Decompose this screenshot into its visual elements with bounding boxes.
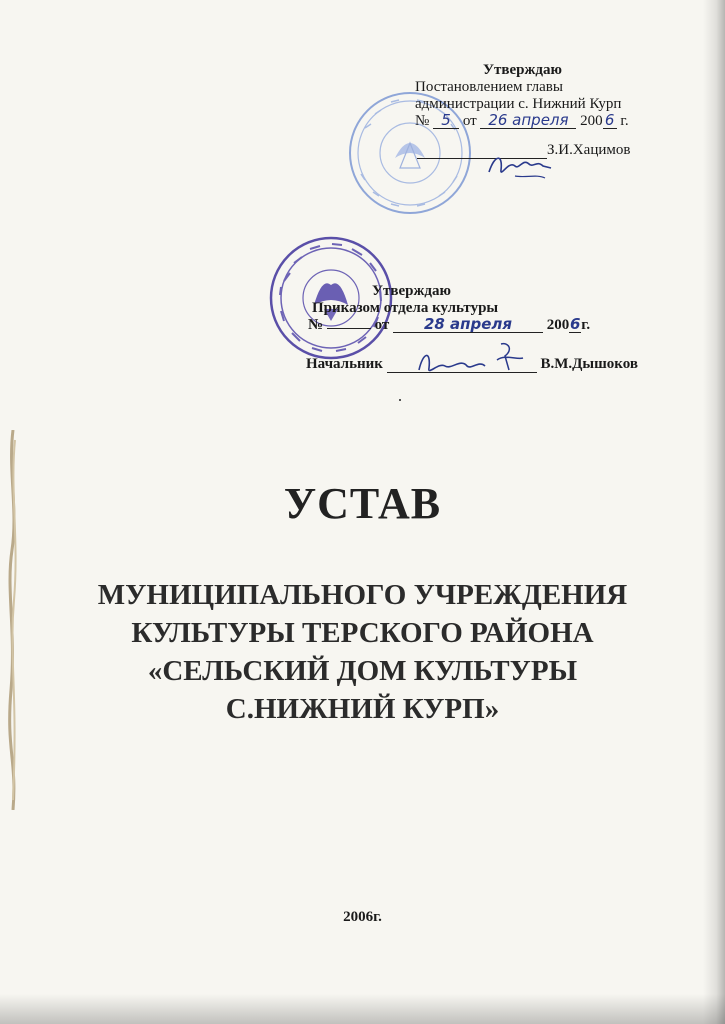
signer-name: В.М.Дышоков xyxy=(540,356,638,372)
handwritten-signature-icon xyxy=(485,148,555,184)
handwritten-signature-icon xyxy=(405,340,535,380)
date-from-label: от xyxy=(374,317,390,333)
approval-number-date-line xyxy=(300,317,638,334)
approval-line: Приказом отдела культуры xyxy=(312,300,499,316)
year-prefix: 200 xyxy=(546,317,570,333)
approval-block-head-of-administration xyxy=(415,62,630,159)
year-digit: 6 xyxy=(570,315,581,333)
year-prefix: 200 xyxy=(580,113,603,129)
date-value: 28 апреля xyxy=(393,317,543,333)
approval-number-date-line xyxy=(415,113,630,130)
number-label: № xyxy=(415,113,430,129)
date-value: 26 апреля xyxy=(480,113,576,129)
approval-heading: Утверждаю xyxy=(372,283,451,299)
number-label: № xyxy=(308,317,324,333)
number-value: 5 xyxy=(433,113,459,129)
year-digit: 6 xyxy=(603,113,617,129)
signer-name: З.И.Хацимов xyxy=(547,142,631,158)
document-year: 2006г. xyxy=(343,909,382,925)
document-title: УСТАВ xyxy=(283,479,442,528)
year-suffix: г. xyxy=(620,113,629,129)
number-value xyxy=(327,328,371,329)
document-subtitle: МУНИЦИПАЛЬНОГО УЧРЕЖДЕНИЯ КУЛЬТУРЫ ТЕРСКОГО РАЙОНА «СЕЛЬСКИЙ ДОМ КУЛЬТУРЫ С.НИЖНИЙ КУРП» xyxy=(97,579,628,725)
approval-heading: Утверждаю xyxy=(483,62,562,78)
position-label: Начальник xyxy=(306,356,383,372)
approval-line: администрации с. Нижний Курп xyxy=(415,96,622,112)
year-suffix: г. xyxy=(581,317,591,333)
scan-bottom-shadow xyxy=(0,994,725,1024)
scan-speck xyxy=(399,399,401,401)
date-from-label: от xyxy=(462,113,477,129)
approval-line: Постановлением главы xyxy=(415,79,563,95)
